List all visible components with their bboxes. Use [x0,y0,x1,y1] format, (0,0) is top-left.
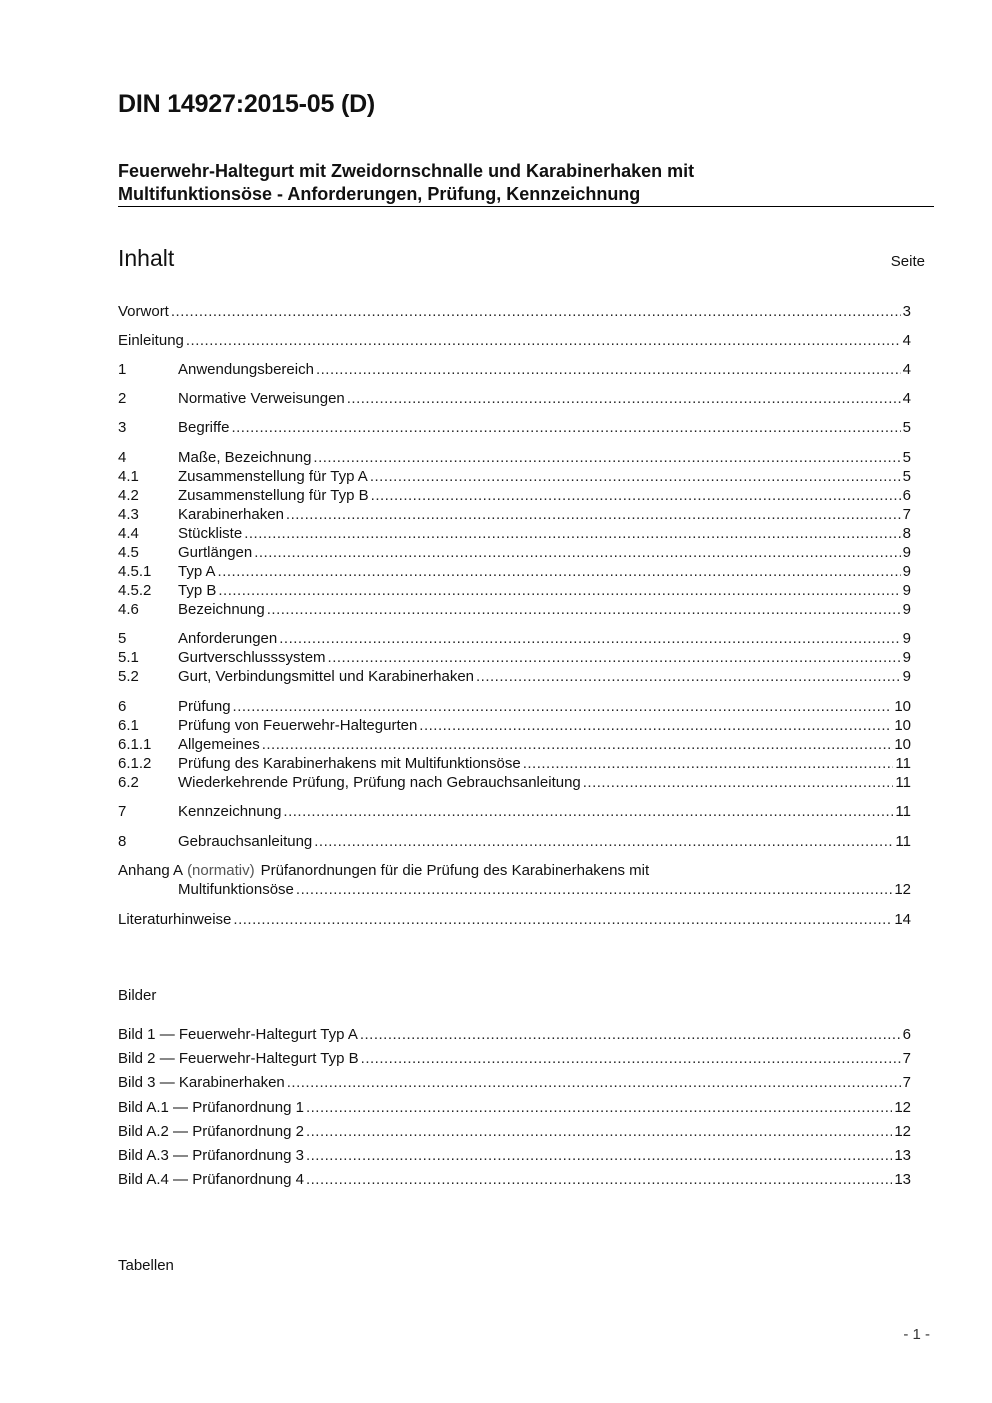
figure-entry-title: Bild A.1 — Prüfanordnung 1 [118,1099,304,1116]
toc-entry-page: 9 [902,582,911,599]
toc-leader [286,505,901,524]
toc-entry-page: 3 [902,303,911,320]
toc-entry-number: 5.2 [118,668,139,685]
toc-leader [306,1098,892,1117]
toc-entry-number: 4.5 [118,544,139,561]
toc-entry-title: Literaturhinweise [118,911,232,928]
toc-entry-title: Bezeichnung [178,601,265,618]
figure-entry-title: Bild A.2 — Prüfanordnung 2 [118,1123,304,1140]
toc-entry-6-1-1[interactable] [118,735,911,754]
toc-entry-4-3[interactable] [118,505,911,524]
toc-entry-number: 4 [118,449,127,466]
toc-entry-page: 5 [902,419,911,436]
toc-leader [218,562,901,581]
page-number: - 1 - [903,1326,930,1343]
toc-entry-number: 5 [118,630,127,647]
toc-entry-page: 4 [902,361,911,378]
toc-entry-number: 3 [118,419,127,436]
toc-entry-vorwort[interactable] [118,302,911,321]
toc-leader [371,486,901,505]
figure-entry[interactable] [118,1146,911,1165]
toc-entry-4[interactable] [118,448,911,467]
toc-leader [186,331,901,350]
toc-entry-4-2[interactable] [118,486,911,505]
toc-entry-page: 10 [894,736,911,753]
toc-leader [231,418,900,437]
tables-heading: Tabellen [118,1257,174,1274]
toc-leader [313,448,900,467]
figure-entry[interactable] [118,1025,911,1044]
toc-leader [361,1049,901,1068]
toc-entry-title: Prüfung [178,698,231,715]
document-id: DIN 14927:2015-05 (D) [118,90,376,118]
annex-normative-tag: (normativ) [187,862,255,879]
toc-entry-number: 4.5.1 [118,563,152,580]
toc-entry-title: Anwendungsbereich [178,361,314,378]
toc-leader [244,524,900,543]
toc-entry-title: Gebrauchsanleitung [178,833,313,850]
toc-entry-7[interactable] [118,802,911,821]
toc-entry-title: Typ B [178,582,217,599]
toc-entry-title: Anforderungen [178,630,278,647]
toc-entry-number: 4.6 [118,601,139,618]
toc-entry-title: Stückliste [178,525,243,542]
toc-entry-page: 9 [902,668,911,685]
toc-entry-title: Gurtlängen [178,544,253,561]
toc-entry-title: Karabinerhaken [178,506,284,523]
toc-leader [314,832,893,851]
toc-leader [476,667,901,686]
figure-entry-page: 6 [902,1026,911,1043]
toc-entry-4-5-1[interactable] [118,562,911,581]
toc-entry-3[interactable] [118,418,911,437]
toc-entry-page: 9 [902,630,911,647]
toc-entry-4-5[interactable] [118,543,911,562]
toc-entry-page: 12 [894,881,911,898]
toc-entry-title: Normative Verweisungen [178,390,345,407]
annex-title-line-1: Prüfanordnungen für die Prüfung des Karabinerhakens mit [260,862,650,879]
figure-entry-title: Bild 3 — Karabinerhaken [118,1074,285,1091]
toc-leader [306,1170,892,1189]
toc-entry-title: Gurtverschlusssystem [178,649,326,666]
toc-entry-page: 11 [895,803,911,820]
toc-entry-6-2[interactable] [118,773,911,792]
toc-entry-page: 4 [902,390,911,407]
toc-entry-6-1[interactable] [118,716,911,735]
toc-entry-title: Wiederkehrende Prüfung, Prüfung nach Gebrauchsanleitung [178,774,581,791]
toc-entry-4-1[interactable] [118,467,911,486]
toc-entry-title: Begriffe [178,419,230,436]
figure-entry[interactable] [118,1170,911,1189]
toc-entry-2[interactable] [118,389,911,408]
toc-entry-number: 7 [118,803,127,820]
toc-leader [370,467,901,486]
toc-entry-title: Typ A [178,563,216,580]
toc-entry-number: 6.2 [118,774,139,791]
toc-entry-page: 9 [902,601,911,618]
toc-entry-number: 6.1.2 [118,755,152,772]
toc-entry-5-2[interactable] [118,667,911,686]
subtitle-line-1: Feuerwehr-Haltegurt mit Zweidornschnalle und Karabinerhaken mit [118,161,695,181]
toc-leader [523,754,894,773]
toc-entry-title: Maße, Bezeichnung [178,449,312,466]
toc-entry-page: 5 [902,449,911,466]
toc-entry-title: Prüfung des Karabinerhakens mit Multifunktionsöse [178,755,521,772]
toc-entry-number: 2 [118,390,127,407]
toc-entry-6[interactable] [118,697,911,716]
toc-leader [233,910,892,929]
toc-leader [347,389,901,408]
figure-entry-title: Bild A.3 — Prüfanordnung 3 [118,1147,304,1164]
figure-entry-page: 12 [894,1123,911,1140]
toc-entry-page: 7 [902,506,911,523]
toc-entry-1[interactable] [118,360,911,379]
toc-entry-title: Kennzeichnung [178,803,282,820]
figure-entry-title: Bild 2 — Feuerwehr-Haltegurt Typ B [118,1050,359,1067]
toc-leader [328,648,901,667]
toc-entry-number: 6.1.1 [118,736,152,753]
toc-leader [283,802,893,821]
toc-entry-title: Einleitung [118,332,184,349]
figures-heading: Bilder [118,987,157,1004]
toc-entry-page: 9 [902,649,911,666]
toc-entry-page: 9 [902,544,911,561]
toc-entry-annex-a-continuation[interactable] [118,880,911,899]
toc-entry-page: 8 [902,525,911,542]
toc-entry-number: 1 [118,361,127,378]
figure-entry-page: 13 [894,1171,911,1188]
toc-entry-title: Allgemeines [178,736,260,753]
toc-entry-page: 4 [902,332,911,349]
toc-leader [254,543,900,562]
subtitle-divider [118,206,934,207]
toc-entry-4-4[interactable] [118,524,911,543]
toc-leader [287,1073,901,1092]
annex-label: Anhang A [118,862,184,879]
toc-entry-5-1[interactable] [118,648,911,667]
toc-leader [316,360,901,379]
toc-entry-page: 10 [894,698,911,715]
toc-leader [267,600,901,619]
annex-title-line-2: Multifunktionsöse [178,881,294,898]
figure-entry[interactable] [118,1098,911,1117]
toc-leader [296,880,892,899]
toc-entry-title: Zusammenstellung für Typ B [178,487,369,504]
toc-entry-4-5-2[interactable] [118,581,911,600]
toc-leader [419,716,892,735]
toc-leader [360,1025,901,1044]
toc-entry-number: 6 [118,698,127,715]
toc-entry-page: 14 [894,911,911,928]
toc-entry-number: 4.3 [118,506,139,523]
figure-entry-title: Bild 1 — Feuerwehr-Haltegurt Typ A [118,1026,358,1043]
toc-entry-title: Vorwort [118,303,169,320]
toc-leader [583,773,894,792]
toc-entry-einleitung[interactable] [118,331,911,350]
toc-leader [218,581,900,600]
figure-entry-page: 13 [894,1147,911,1164]
figure-entry-page: 7 [902,1074,911,1091]
toc-entry-number: 5.1 [118,649,139,666]
toc-entry-4-6[interactable] [118,600,911,619]
toc-entry-page: 11 [895,774,911,791]
toc-entry-6-1-2[interactable] [118,754,911,773]
toc-entry-page: 11 [895,755,911,772]
toc-entry-annex-a[interactable] [118,861,649,880]
subtitle-line-2: Multifunktionsöse - Anforderungen, Prüfung, Kennzeichnung [118,184,641,204]
toc-entry-number: 4.4 [118,525,139,542]
figure-entry-page: 7 [902,1050,911,1067]
toc-heading: Inhalt [118,245,175,271]
toc-entry-literaturhinweise[interactable] [118,910,911,929]
toc-leader [306,1146,892,1165]
toc-entry-page: 11 [895,833,911,850]
figure-entry[interactable] [118,1073,911,1092]
figure-entry[interactable] [118,1122,911,1141]
toc-leader [279,629,900,648]
toc-entry-number: 4.1 [118,468,139,485]
toc-page-label: Seite [890,253,925,270]
toc-entry-number: 4.5.2 [118,582,152,599]
toc-entry-number: 4.2 [118,487,139,504]
toc-entry-number: 6.1 [118,717,139,734]
toc-leader [171,302,901,321]
toc-entry-page: 5 [902,468,911,485]
toc-entry-title: Prüfung von Feuerwehr-Haltegurten [178,717,418,734]
toc-entry-page: 9 [902,563,911,580]
toc-entry-number: 8 [118,833,127,850]
toc-leader [306,1122,892,1141]
toc-entry-5[interactable] [118,629,911,648]
document-subtitle [118,160,934,206]
figure-entry-title: Bild A.4 — Prüfanordnung 4 [118,1171,304,1188]
toc-entry-title: Zusammenstellung für Typ A [178,468,368,485]
toc-entry-page: 10 [894,717,911,734]
toc-leader [233,697,893,716]
toc-leader [262,735,893,754]
figure-entry[interactable] [118,1049,911,1068]
figure-entry-page: 12 [894,1099,911,1116]
toc-entry-title: Gurt, Verbindungsmittel und Karabinerhaken [178,668,475,685]
toc-entry-8[interactable] [118,832,911,851]
toc-entry-page: 6 [902,487,911,504]
